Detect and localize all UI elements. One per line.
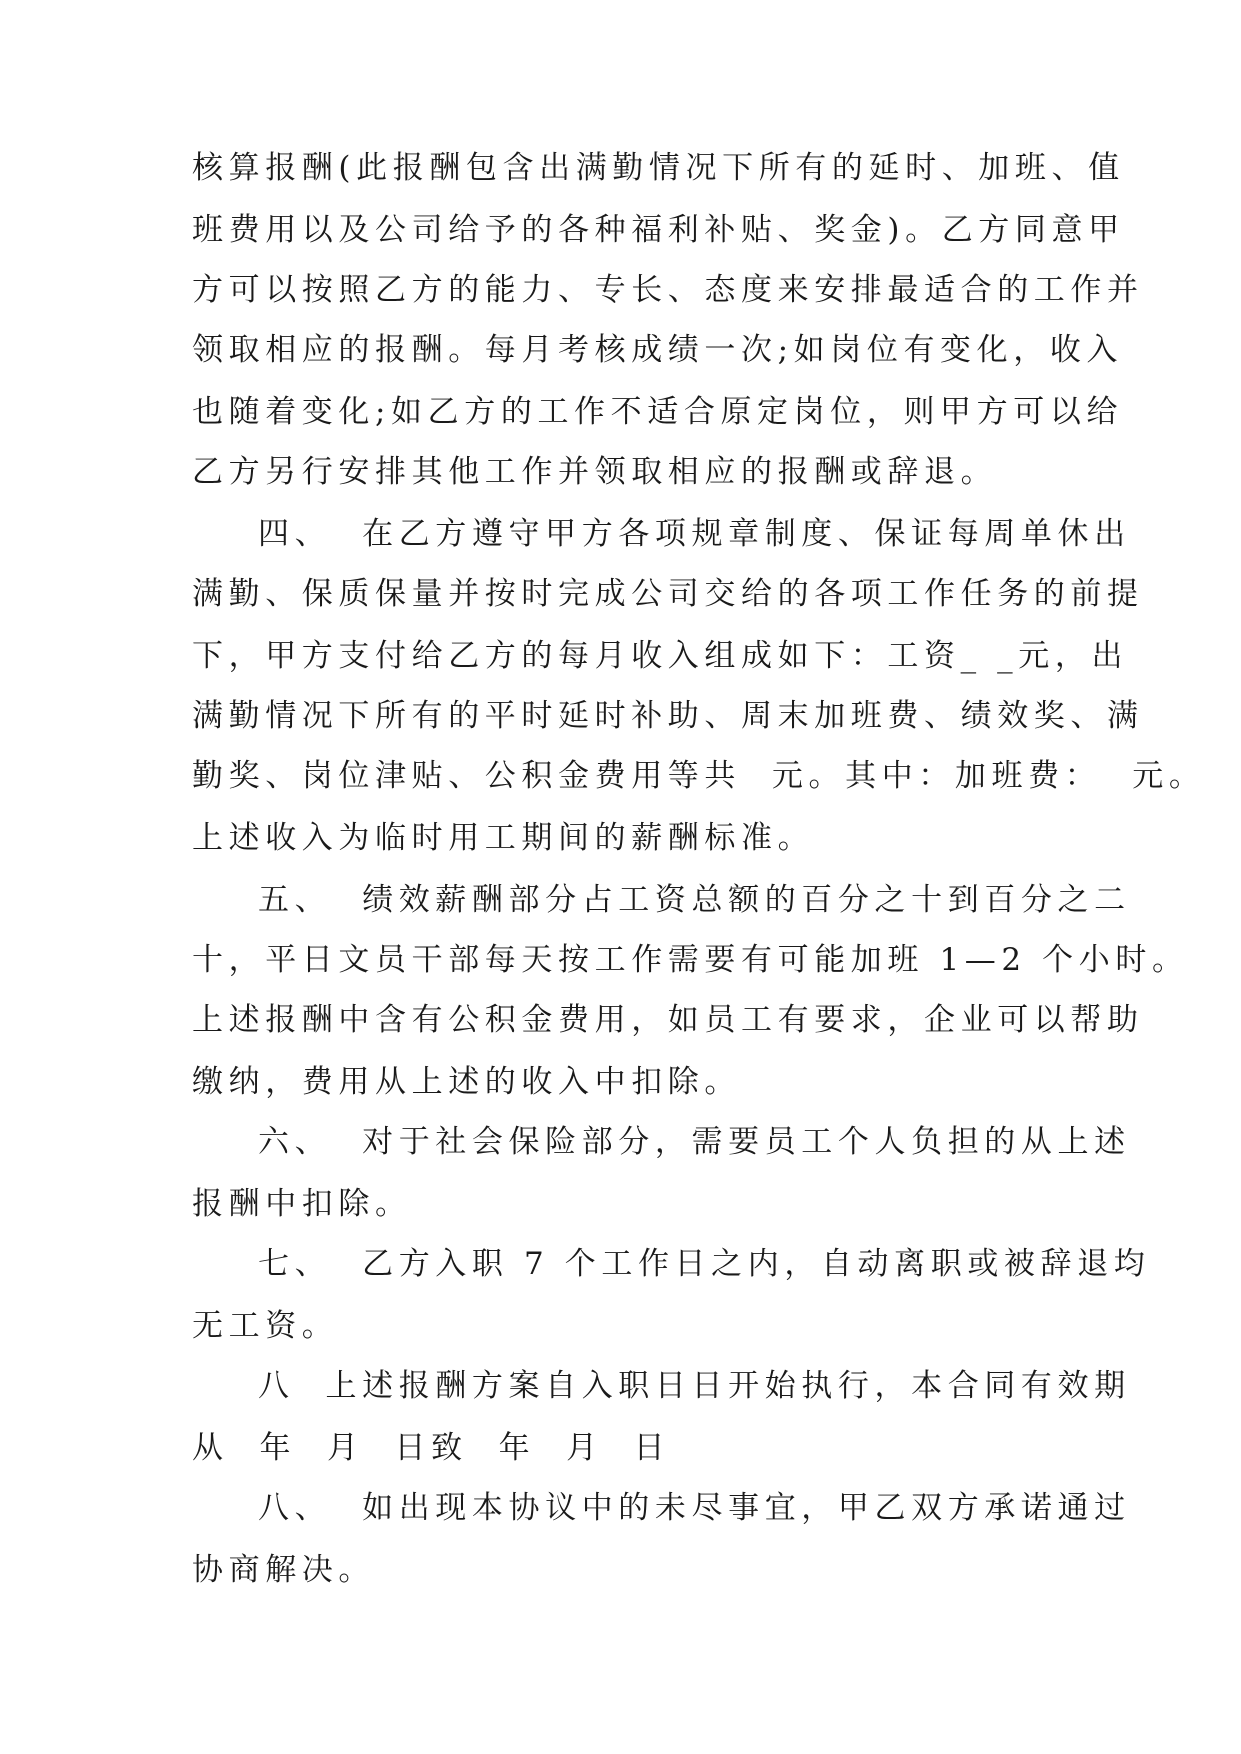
text-line: 上述报酬中含有公积金费用，如员工有要求，企业可以帮助 xyxy=(192,1002,1144,1038)
clause-six-first-line: 六、 对于社会保险部分，需要员工个人负担的从上述 xyxy=(258,1124,1131,1160)
text-line: 从 年 月 日致 年 月 日 xyxy=(192,1430,671,1466)
text-line: 班费用以及公司给予的各种福利补贴、奖金)。乙方同意甲 xyxy=(192,212,1125,248)
text-line: 领取相应的报酬。每月考核成绩一次;如岗位有变化，收入 xyxy=(192,332,1124,368)
clause-four-first-line: 四、 在乙方遵守甲方各项规章制度、保证每周单休出 xyxy=(258,516,1131,552)
text-line: 上述收入为临时用工期间的薪酬标准。 xyxy=(192,820,815,856)
clause-seven-first-line: 七、 乙方入职 7 个工作日之内，自动离职或被辞退均 xyxy=(258,1246,1151,1282)
clause-five-first-line: 五、 绩效薪酬部分占工资总额的百分之十到百分之二 xyxy=(258,882,1131,918)
text-line: 也随着变化;如乙方的工作不适合原定岗位，则甲方可以给 xyxy=(192,394,1124,430)
text-line: 下，甲方支付给乙方的每月收入组成如下：工资_ _元，出 xyxy=(192,638,1129,674)
text-line: 十，平日文员干部每天按工作需要有可能加班 1—2 个小时。 xyxy=(192,942,1189,978)
clause-eight-b-first-line: 八、 如出现本协议中的未尽事宜，甲乙双方承诺通过 xyxy=(258,1490,1131,1526)
text-line: 协商解决。 xyxy=(192,1552,375,1588)
text-line: 核算报酬(此报酬包含出满勤情况下所有的延时、加班、值 xyxy=(192,150,1125,186)
text-line: 方可以按照乙方的能力、专长、态度来安排最适合的工作并 xyxy=(192,272,1144,308)
text-line: 报酬中扣除。 xyxy=(192,1186,412,1222)
text-line: 无工资。 xyxy=(192,1308,339,1344)
clause-eight-first-line: 八 上述报酬方案自入职日日开始执行，本合同有效期 xyxy=(258,1368,1131,1404)
text-line: 满勤情况下所有的平时延时补助、周末加班费、绩效奖、满 xyxy=(192,698,1144,734)
text-line: 满勤、保质保量并按时完成公司交给的各项工作任务的前提 xyxy=(192,576,1144,612)
text-line: 缴纳，费用从上述的收入中扣除。 xyxy=(192,1064,741,1100)
text-line: 勤奖、岗位津贴、公积金费用等共 元。其中：加班费： 元。 xyxy=(192,758,1206,794)
text-line: 乙方另行安排其他工作并领取相应的报酬或辞退。 xyxy=(192,454,998,490)
